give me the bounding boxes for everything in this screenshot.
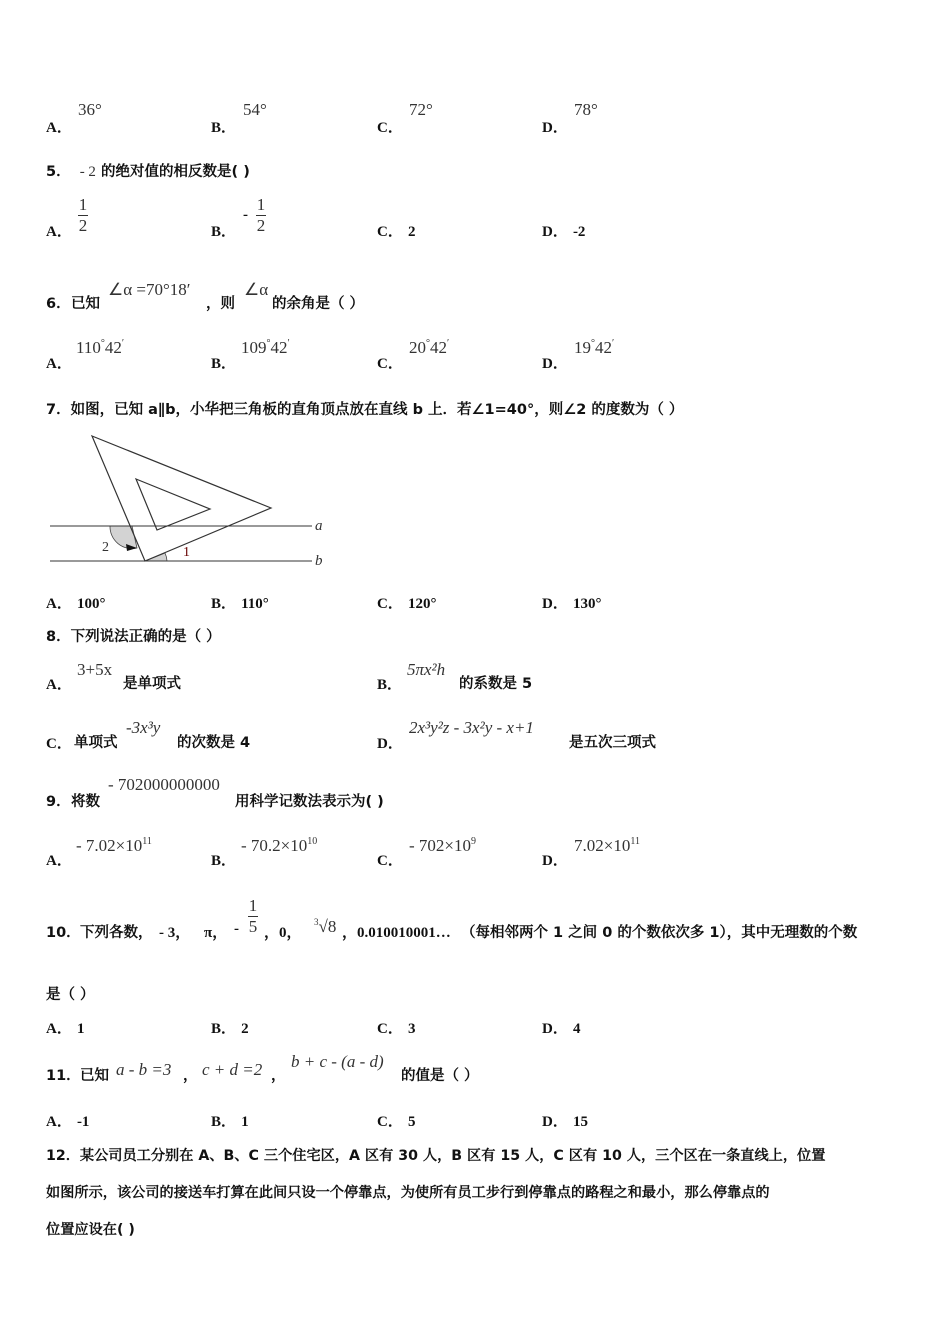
q12-stem-line3: 位置应设在( ) — [46, 1222, 135, 1238]
q8-option-c: C． 单项式 -3x³y 的次数是 4 — [46, 718, 251, 752]
q10-option-b: B． 2 — [211, 1021, 249, 1037]
line-a-label: a — [315, 518, 323, 534]
q11-option-a: A． -1 — [46, 1114, 90, 1130]
minus-sign: - — [234, 921, 239, 937]
q7-stem: 7．如图，已知 a∥b，小华把三角板的直角顶点放在直线 b 上．若∠1=40°，则∠2 的度数为（ ） — [46, 402, 684, 418]
q9-stem: 9． 将数 - 702000000000 用科学记数法表示为( ) — [46, 775, 384, 810]
q8-option-d: D． 2x³y²z - 3x²y - x+1 是五次三项式 — [377, 718, 656, 752]
q11-option-b: B． 1 — [211, 1114, 249, 1130]
triangle-ruler-inner — [136, 479, 210, 530]
line-b-label: b — [315, 553, 323, 569]
q11-option-d: D． 15 — [542, 1114, 588, 1130]
cube-root-8: $^3$√8 — [314, 917, 337, 936]
q12-stem-line2: 如图所示，该公司的接送车打算在此间只设一个停靠点，为使所有员工步行到停靠点的路程之和最小，那么停靠点的 — [46, 1185, 770, 1201]
q7-option-d: D． 130° — [542, 596, 602, 612]
q8-option-b: B． 5πx²h 的系数是 5 — [377, 660, 533, 693]
fraction: 1 2 — [78, 195, 88, 235]
angle-2-label: 2 — [102, 540, 109, 555]
q5-option-d: D． -2 — [542, 224, 586, 240]
q5-stem: 5． - 2 的绝对值的相反数是( ) — [46, 164, 250, 180]
item-neg-3: - 3， — [159, 925, 191, 941]
q5-option-c: C． 2 — [377, 224, 416, 240]
q7-figure — [40, 425, 340, 575]
q8-option-a: A． 3+5x 是单项式 — [46, 660, 181, 693]
q12-stem-line1: 12．某公司员工分别在 A、B、C 三个住宅区，A 区有 30 人，B 区有 15 人，C 区有 10 人，三个区在一条直线上，位置 — [46, 1148, 826, 1164]
q7-option-a: A． 100° — [46, 596, 106, 612]
q11-stem: 11． 已知 a - b =3 ， c + d =2 ， b + c - (a - d) 的值是（ ） — [46, 1052, 479, 1084]
q10-stem: 10． 下列各数， - 3， π， - 1 5 ，0， $^3$√8 ，0.010010001… （每相邻两个 1 之间 0 的个数依次多 1），其中无理数的个数 — [46, 896, 858, 941]
q10-option-d: D． 4 — [542, 1021, 581, 1037]
angle-1-label: 1 — [183, 545, 190, 560]
q7-option-c: C． 120° — [377, 596, 437, 612]
q10-stem-line2: 是（ ） — [46, 987, 95, 1003]
q7-option-b: B． 110° — [211, 596, 269, 612]
q10-option-c: C． 3 — [377, 1021, 416, 1037]
angle-2-shading — [110, 526, 137, 549]
q8-stem: 8．下列说法正确的是（ ） — [46, 629, 221, 645]
fraction-one-fifth: 1 5 — [248, 896, 258, 936]
q11-option-c: C． 5 — [377, 1114, 416, 1130]
q10-option-a: A． 1 — [46, 1021, 85, 1037]
item-pi: π， — [204, 925, 228, 941]
fraction: 1 2 — [256, 195, 266, 235]
